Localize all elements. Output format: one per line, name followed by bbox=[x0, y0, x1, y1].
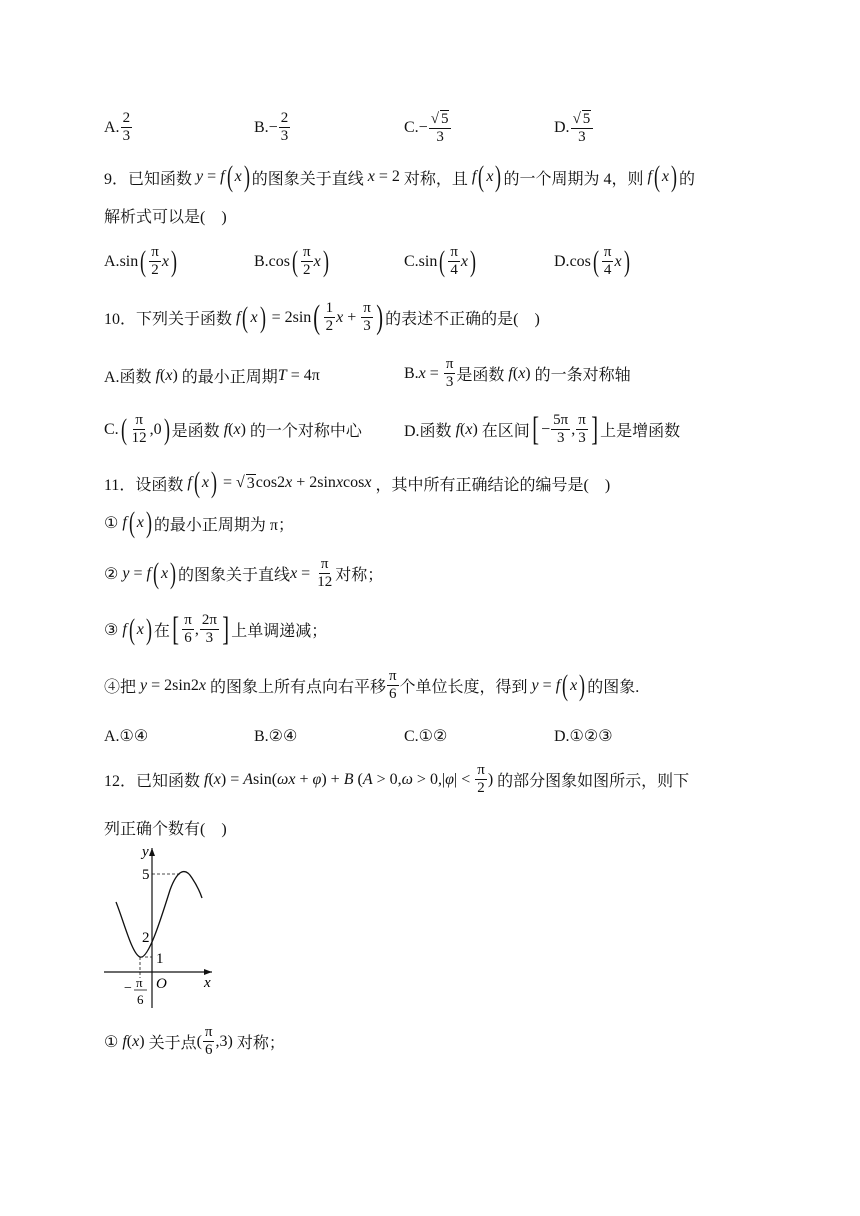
graph-label-origin: O bbox=[156, 976, 167, 992]
q11-option-d: D.①②③ bbox=[554, 728, 613, 745]
graph-label-x: x bbox=[204, 975, 211, 991]
q11-option-c: C.①② bbox=[404, 728, 448, 745]
q11-statement-2: ② y = f ( x ) 的图象关于直线 x = $\frac{\pi}{12}$ 对称； bbox=[104, 556, 384, 590]
q12-function-graph bbox=[100, 842, 220, 1010]
graph-label-y: y bbox=[142, 844, 149, 860]
q8-options-row bbox=[0, 108, 860, 148]
q10-option-a: A.函数 f ( x ) 的最小正周期 T = 4π bbox=[104, 366, 320, 386]
q11-statement-4: ④把 y = 2sin2 x 的图象上所有点向右平移 $\frac{\pi}{6}$ 个单位长度，得到 y = f ( x ) 的图象. bbox=[104, 668, 640, 702]
fraction: $\frac{√ 5}{3}$ bbox=[429, 110, 452, 146]
q9-options-row bbox=[0, 244, 860, 284]
q11-options-row bbox=[0, 724, 860, 764]
graph-label-2: 2 bbox=[142, 930, 150, 946]
q12-statement-1: ① f ( x ) 关于点 ( $\frac{\pi}{6}$ ,3) 对称； bbox=[104, 1024, 285, 1058]
q9-stem-line1: 9．已知函数 y = f ( x ) 的图象关于直线 x = 2 对称，且 f ( x ) 的一个周期为 4，则 f ( x ) 的 bbox=[104, 160, 696, 193]
q11-option-b: B.②④ bbox=[254, 728, 298, 745]
q10-option-b: B. x = $\frac{\pi}{3}$ 是函数 f ( x ) 的一条对称轴 bbox=[404, 356, 631, 390]
q9-option-b: B. cos ( $\frac{\pi}{2}$ x ) bbox=[254, 244, 329, 278]
graph-label-pi: π bbox=[136, 975, 143, 990]
q11-option-a: A.①④ bbox=[104, 728, 149, 745]
q9-stem-line2: 解析式可以是( ) bbox=[104, 209, 227, 226]
q8-option-c: C. − $\frac{√ 5}{3}$ bbox=[404, 110, 452, 146]
fraction: $\frac{2}{3}$ bbox=[280, 110, 289, 144]
q10-option-c: C. ( $\frac{\pi}{12}$ ,0 ) 是函数 f ( x ) 的一个对称中心 bbox=[104, 412, 362, 446]
q9-option-a: A. sin ( $\frac{\pi}{2}$ x ) bbox=[104, 244, 177, 278]
fraction: $\frac{2}{3}$ bbox=[122, 110, 131, 144]
q8-option-d: D. $\frac{√ 5}{3}$ bbox=[554, 110, 594, 146]
q12-stem-line2: 列正确个数有( ) bbox=[104, 821, 227, 838]
graph-label-6: 6 bbox=[137, 992, 144, 1007]
q8-option-a: A. $\frac{2}{3}$ bbox=[104, 110, 131, 144]
graph-label-1: 1 bbox=[156, 951, 164, 967]
graph-label-5: 5 bbox=[142, 867, 150, 883]
q11-statement-3: ③ f ( x ) 在 [ $\frac{\pi}{6}$ , $\frac{2\pi}{3}$ ] 上单调递减； bbox=[104, 610, 328, 648]
fraction: $\frac{√ 5}{3}$ bbox=[571, 110, 594, 146]
graph-label-neg-sign: − bbox=[124, 981, 132, 996]
q11-statement-1: ① f ( x ) 的最小正周期为 π； bbox=[104, 506, 294, 539]
q10-stem: 10．下列关于函数 f ( x ) = 2sin ( $\frac{1}{2}$ x + $\frac{\pi}{3}$ ) 的表述不正确的是( ) bbox=[104, 298, 540, 336]
q9-option-d: D. cos ( $\frac{\pi}{4}$ x ) bbox=[554, 244, 630, 278]
q8-option-b: B. − $\frac{2}{3}$ bbox=[254, 110, 289, 144]
q9-option-c: C. sin ( $\frac{\pi}{4}$ x ) bbox=[404, 244, 477, 278]
q11-stem: 11．设函数 f ( x ) = √ 3 cos2 x + 2sin x cos x ，其中所有正确结论的编号是( ) bbox=[104, 466, 611, 499]
q12-stem-line1: 12．已知函数 f ( x ) = A sin( ωx + φ ) + B ( A > 0, ω > 0,| φ | < $\frac{\pi}{2}$ ) 的部分图象如图所示，则下 bbox=[104, 762, 690, 796]
q10-option-d: D.函数 f ( x ) 在区间 [ − $\frac{5\pi}{3}$ , $\frac{\pi}{3}$ ] 上是增函数 bbox=[404, 410, 681, 448]
